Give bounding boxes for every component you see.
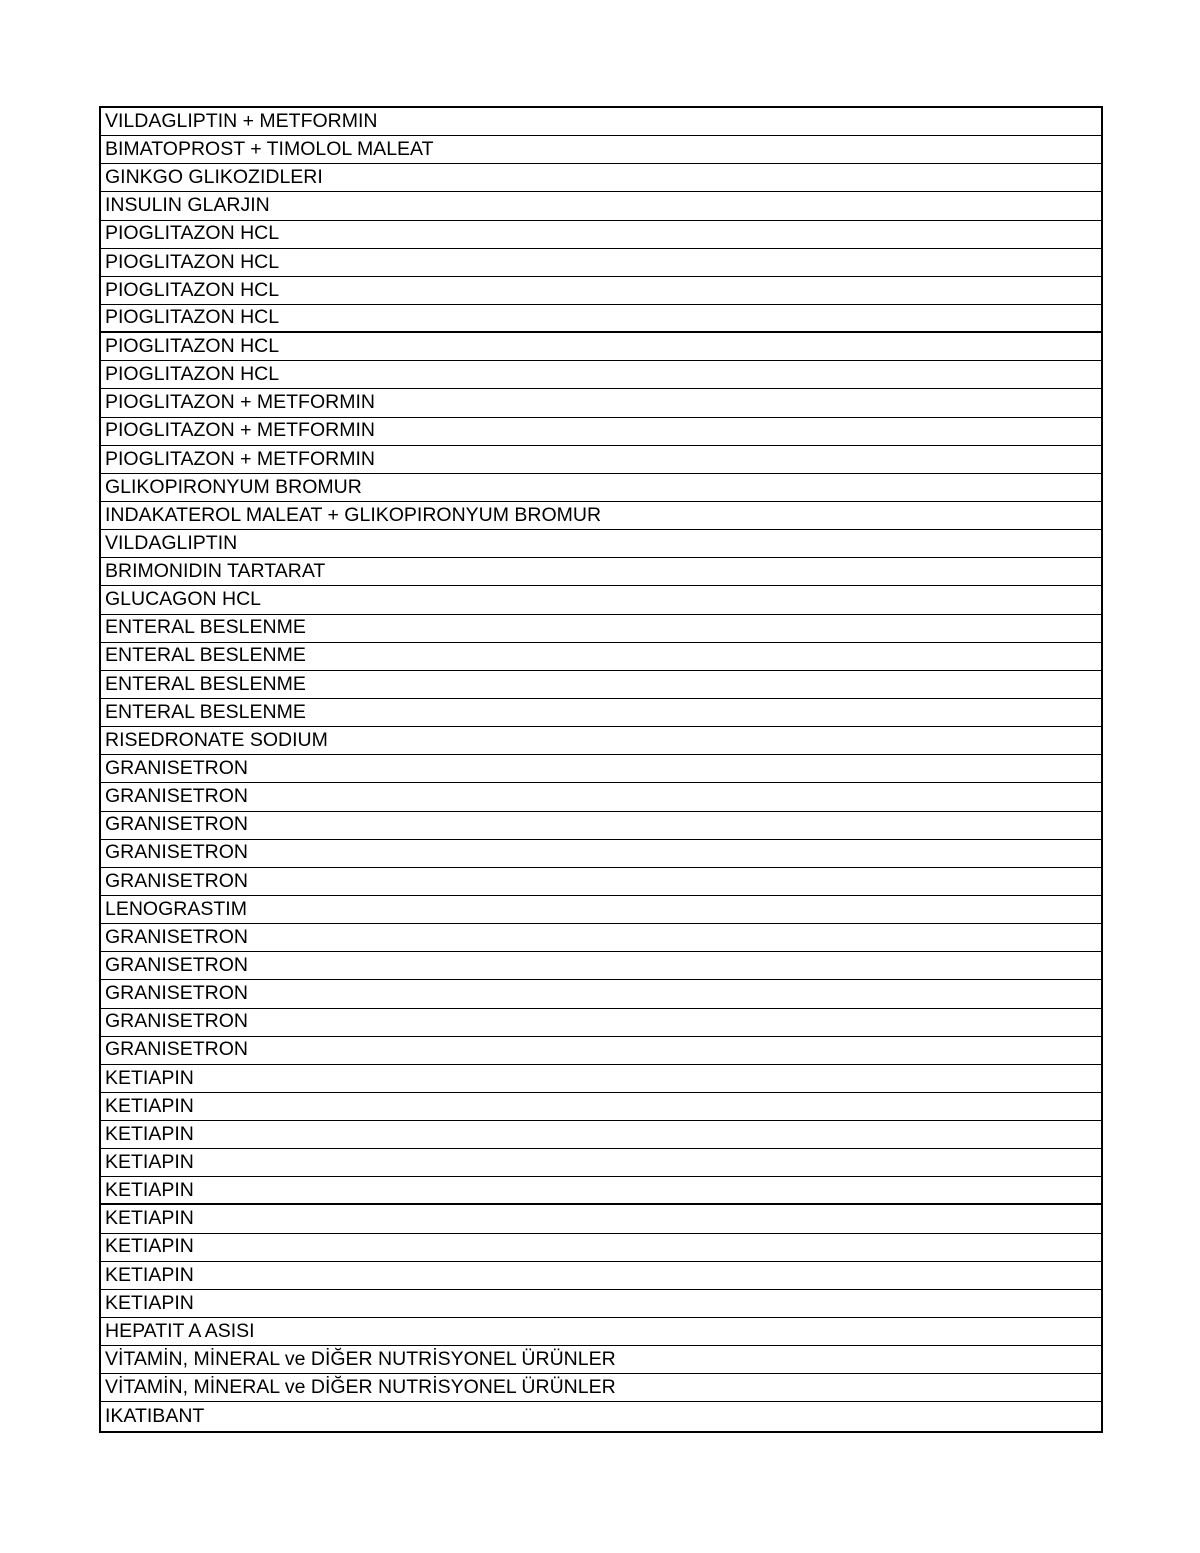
table-row: VİTAMİN, MİNERAL ve DİĞER NUTRİSYONEL ÜRÜNLER [101, 1346, 1101, 1374]
table-row: PIOGLITAZON + METFORMIN [101, 446, 1101, 474]
table-row: GRANISETRON [101, 812, 1101, 840]
table-row: KETIAPIN [101, 1149, 1101, 1177]
table-row: PIOGLITAZON HCL [101, 277, 1101, 305]
table-row: PIOGLITAZON + METFORMIN [101, 389, 1101, 417]
table-row: RISEDRONATE SODIUM [101, 727, 1101, 755]
table-row: INDAKATEROL MALEAT + GLIKOPIRONYUM BROMUR [101, 502, 1101, 530]
table-row: VİTAMİN, MİNERAL ve DİĞER NUTRİSYONEL ÜRÜNLER [101, 1374, 1101, 1402]
table-row: PIOGLITAZON HCL [101, 221, 1101, 249]
table-row: IKATIBANT [105, 1404, 205, 1427]
table-row: KETIAPIN [101, 1065, 1101, 1093]
table-row: GRANISETRON [101, 924, 1101, 952]
table-row: KETIAPIN [101, 1093, 1101, 1121]
table-row: LENOGRASTIM [101, 896, 1101, 924]
table-row: GRANISETRON [101, 952, 1101, 980]
table-row: GRANISETRON [101, 1037, 1101, 1065]
table-row: PIOGLITAZON HCL [101, 305, 1101, 333]
table-row: GRANISETRON [101, 840, 1101, 868]
table-row: ENTERAL BESLENME [101, 643, 1101, 671]
table-row: KETIAPIN [101, 1177, 1101, 1205]
table-row: GRANISETRON [101, 755, 1101, 783]
table-row: VILDAGLIPTIN [101, 530, 1101, 558]
table-row: KETIAPIN [101, 1290, 1101, 1318]
table-row: KETIAPIN [101, 1205, 1101, 1233]
table-row: PIOGLITAZON HCL [101, 361, 1101, 389]
table-row: GLIKOPIRONYUM BROMUR [101, 474, 1101, 502]
table-row: ENTERAL BESLENME [101, 615, 1101, 643]
table-row: HEPATIT A ASISI [101, 1318, 1101, 1346]
table-row: KETIAPIN [101, 1234, 1101, 1262]
table-row: PIOGLITAZON HCL [101, 333, 1101, 361]
table-row: KETIAPIN [101, 1262, 1101, 1290]
table-row: INSULIN GLARJIN [101, 192, 1101, 220]
table-row: ENTERAL BESLENME [101, 671, 1101, 699]
drug-name-table [99, 106, 1103, 1433]
table-row: KETIAPIN [101, 1121, 1101, 1149]
table-row: GLUCAGON HCL [101, 586, 1101, 614]
table-row: PIOGLITAZON HCL [101, 249, 1101, 277]
table-row: BIMATOPROST + TIMOLOL MALEAT [101, 136, 1101, 164]
table-row: GRANISETRON [101, 783, 1101, 811]
table-row: PIOGLITAZON + METFORMIN [101, 418, 1101, 446]
table-row: ENTERAL BESLENME [101, 699, 1101, 727]
table-row: GINKGO GLIKOZIDLERI [101, 164, 1101, 192]
table-row: GRANISETRON [101, 868, 1101, 896]
table-row: GRANISETRON [101, 1009, 1101, 1037]
table-row: BRIMONIDIN TARTARAT [101, 558, 1101, 586]
table-row: GRANISETRON [101, 980, 1101, 1008]
table-row: VILDAGLIPTIN + METFORMIN [101, 108, 1101, 136]
